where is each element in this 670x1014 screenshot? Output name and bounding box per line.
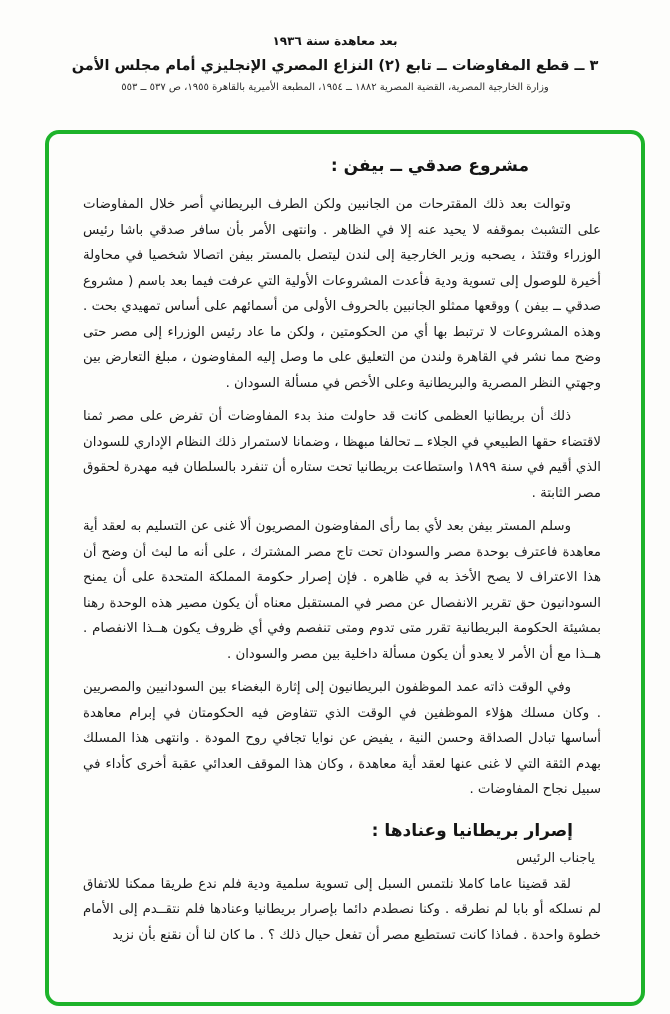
section2-title: إصرار بريطانيا وعنادها :: [371, 820, 573, 841]
section1-title: مشروع صدقي ــ بيفن :: [330, 156, 529, 176]
page-header: [0, 0, 670, 93]
header-source-citation: وزارة الخارجية المصرية، القضية المصرية ١٨٨٢ ــ ١٩٥٤، المطبعة الأميرية بالقاهرة ١٩٥٥، ص ٥٣٧ ــ ٥٥٣: [121, 82, 549, 93]
header-treaty-note: بعد معاهدة سنة ١٩٣٦: [272, 34, 398, 48]
paragraph-1: وتوالت بعد ذلك المقترحات من الجانبين ولكن الطرف البريطاني أصر خلال المفاوضات على التشبث بموقفه لا يحيد عنه إلا في الظاهر . وانتهى الأمر بأن سافر صدقي باشا رئيس الوزراء وقتئذ ، يصحبه وزير الخارجية إلى لندن ليتصل بالمستر بيفن اتصالا شخصيا في محاولة أخيرة للوصول إلى تسوية ودية فأعدت المشروعات الأولية التي عرفت فيما بعد باسم ( مشروع صدقي ــ بيفن ) ووقعها ممثلو الجانبين بالحروف الأولى من أسمائهم على أساس تمهيدي بحت . وهذه المشروعات لا ترتبط بها أي من الحكومتين ، ولكن ما عاد رئيس الوزراء إلى مصر حتى وضح مما نشر في القاهرة ولندن من التعليق على ما وصل إليه المفاوضون ، مبلغ التعارض بين وجهتي النظر المصرية والبريطانية وعلى الأخص في مسألة السودان .: [83, 197, 601, 391]
header-title: ٣ ــ قطع المفاوضات ــ تابع (٢) النزاع المصري الإنجليزي أمام مجلس الأمن: [71, 58, 599, 74]
highlighted-text-box: [45, 130, 645, 1006]
salutation: ياجناب الرئيس: [516, 850, 595, 866]
paragraph-5: لقد قضينا عاما كاملا نلتمس السبل إلى تسوية سلمية ودية فلم ندع طريقا ممكنا للاتفاق لم نسلكه أو بابا لم نطرقه . وكنا نصطدم دائما بإصرار بريطانيا وعنادها فلم نتقــدم إلى الأمام خطوة واحدة . فماذا كانت تستطيع مصر أن تفعل حيال ذلك ؟ . ما كان لنا أن نقنع بأن نزيد: [83, 876, 601, 943]
paragraph-4: وفي الوقت ذاته عمد الموظفون البريطانيون إلى إثارة البغضاء بين السودانيين والمصريين . وكان مسلك هؤلاء الموظفين في الوقت الذي تتفاوض فيه الحكومتان في إبرام معاهدة أساسها تبادل الصداقة وحسن النية ، يفيض عن نوايا تجافي روح المودة . وانتهى هذا المسلك بهدم الثقة التي لا غنى عنها لعقد أية معاهدة ، وكان هذا الموقف العدائي عقبة أخرى كأداء في سبيل نجاح المفاوضات .: [83, 680, 601, 797]
paragraph-2: ذلك أن بريطانيا العظمى كانت قد حاولت منذ بدء المفاوضات أن تفرض على مصر ثمنا لاقتضاء حقها الطبيعي في الجلاء ــ تحالفا مبهظا ، وضمانا لاستمرار ذلك النظام الإداري للسودان الذي أقيم في سنة ١٨٩٩ واستطاعت بريطانيا تحت ستاره أن تنفرد بالسلطان فيه مهدرة لحقوق مصر الثابتة .: [83, 409, 601, 501]
paragraph-3: وسلم المستر بيفن بعد لأي بما رأى المفاوضون المصريون ألا غنى عن التسليم به لعقد أية معاهدة فاعترف بوحدة مصر والسودان تحت تاج مصر المشترك ، على أنه ما لبث أن وضح أن هذا الاعتراف لا يصح الأخذ به في ظاهره . فإن إصرار حكومة المملكة المتحدة على أن يمنح السودانيون حق تقرير الانفصال عن مصر في المستقبل معناه أن يكون مصير هذه الوحدة رهنا بمشيئة الحكومة البريطانية تقرر متى تدوم ومتى تنفصم وفي أي ظروف يكون هــذا الانفصام . هــذا مع أن الأمر لا يعدو أن يكون مسألة داخلية بين مصر والسودان .: [83, 519, 601, 662]
